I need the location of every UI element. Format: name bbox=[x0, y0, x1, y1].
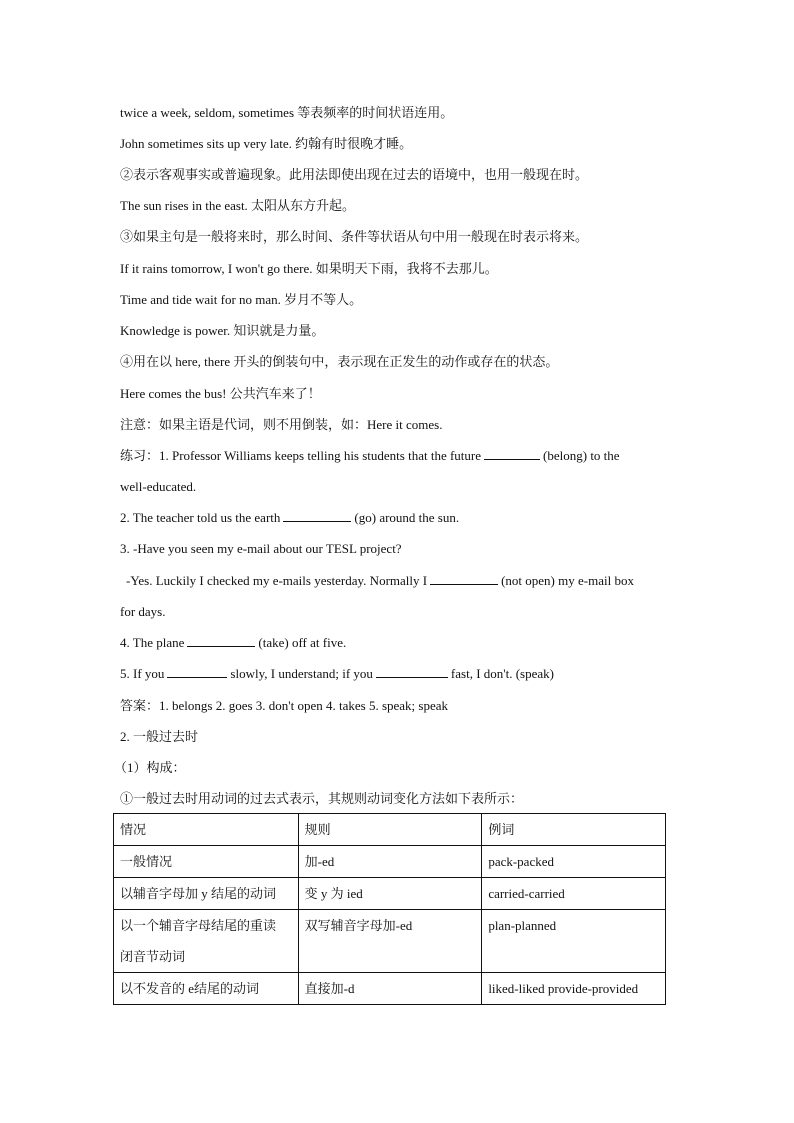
answer-blank[interactable] bbox=[283, 509, 351, 522]
table-row bbox=[114, 878, 666, 910]
text-line: twice a week, seldom, sometimes 等表频率的时间状语连用。 bbox=[120, 105, 454, 120]
q5-text-mid: slowly, I understand; if you bbox=[230, 666, 373, 681]
table-cell bbox=[114, 910, 299, 973]
table-header: 情况 bbox=[114, 814, 299, 846]
exercise-q1 bbox=[120, 446, 676, 466]
table-cell: 以不发音的 e结尾的动词 bbox=[114, 973, 299, 1005]
answer-blank[interactable] bbox=[376, 665, 448, 678]
q4-text-end: (take) off at five. bbox=[258, 635, 347, 650]
text-line: ③如果主句是一般将来时，那么时间、条件等状语从句中用一般现在时表示将来。 bbox=[120, 229, 589, 244]
answer-blank[interactable] bbox=[430, 572, 498, 585]
text-line: for days. bbox=[120, 604, 166, 619]
table-cell: 直接加-d bbox=[298, 973, 482, 1005]
q1-text: 练习：1. Professor Williams keeps telling his students that the future bbox=[120, 448, 482, 463]
table-cell: plan-planned bbox=[482, 910, 666, 973]
text-line: ④用在以 here, there 开头的倒装句中，表示现在正发生的动作或存在的状态。 bbox=[120, 354, 559, 369]
exercise-q2 bbox=[120, 508, 676, 528]
exercise-q5 bbox=[120, 664, 676, 684]
section-subtitle: （1）构成： bbox=[114, 760, 186, 775]
table-cell: 加-ed bbox=[298, 846, 482, 878]
answer-blank[interactable] bbox=[167, 665, 227, 678]
answer-key: 答案：1. belongs 2. goes 3. don't open 4. takes 5. speak; speak bbox=[120, 698, 449, 713]
q2-text-end: (go) around the sun. bbox=[354, 510, 460, 525]
section-title: 2. 一般过去时 bbox=[120, 729, 199, 744]
table-cell: 变 y 为 ied bbox=[298, 878, 482, 910]
answer-blank[interactable] bbox=[187, 634, 255, 647]
exercise-q3 bbox=[126, 571, 682, 591]
text-line: 注意：如果主语是代词，则不用倒装，如：Here it comes. bbox=[120, 417, 443, 432]
text-line: Knowledge is power. 知识就是力量。 bbox=[120, 323, 325, 338]
q3-text-end: (not open) my e-mail box bbox=[501, 573, 634, 588]
table-row bbox=[114, 846, 666, 878]
table-cell: 以辅音字母加 y 结尾的动词 bbox=[114, 878, 299, 910]
text-line: well-educated. bbox=[120, 479, 197, 494]
text-line: If it rains tomorrow, I won't go there. 如果明天下雨，我将不去那儿。 bbox=[120, 261, 498, 276]
cell-line: 闭音节动词 bbox=[120, 949, 186, 964]
table-cell: 一般情况 bbox=[114, 846, 299, 878]
table-row bbox=[114, 910, 666, 973]
text-line: Here comes the bus! 公共汽车来了！ bbox=[120, 386, 321, 401]
text-line: 3. -Have you seen my e-mail about our TESL project? bbox=[120, 541, 402, 556]
q5-text: 5. If you bbox=[120, 666, 165, 681]
table-cell: pack-packed bbox=[482, 846, 666, 878]
q4-text: 4. The plane bbox=[120, 635, 185, 650]
text-line: ②表示客观事实或普遍现象。此用法即使出现在过去的语境中，也用一般现在时。 bbox=[120, 167, 589, 182]
section-intro: ①一般过去时用动词的过去式表示，其规则动词变化方法如下表所示： bbox=[120, 791, 524, 806]
q3-text: -Yes. Luckily I checked my e-mails yesterday. Normally I bbox=[126, 573, 428, 588]
verb-rule-table bbox=[113, 813, 666, 1005]
table-row bbox=[114, 973, 666, 1005]
answer-blank[interactable] bbox=[484, 447, 540, 460]
exercise-q4 bbox=[120, 633, 676, 653]
cell-line: 以一个辅音字母结尾的重读 bbox=[120, 918, 277, 933]
table-header: 例词 bbox=[482, 814, 666, 846]
text-line: Time and tide wait for no man. 岁月不等人。 bbox=[120, 292, 363, 307]
table-header: 规则 bbox=[298, 814, 482, 846]
q1-text-end: (belong) to the bbox=[543, 448, 620, 463]
table-cell: carried-carried bbox=[482, 878, 666, 910]
table-header-row bbox=[114, 814, 666, 846]
text-line: John sometimes sits up very late. 约翰有时很晚才睡。 bbox=[120, 136, 413, 151]
table-cell: liked-liked provide-provided bbox=[482, 973, 666, 1005]
q5-text-end: fast, I don't. (speak) bbox=[450, 666, 554, 681]
q2-text: 2. The teacher told us the earth bbox=[120, 510, 281, 525]
text-line: The sun rises in the east. 太阳从东方升起。 bbox=[120, 198, 356, 213]
table-cell: 双写辅音字母加-ed bbox=[298, 910, 482, 973]
